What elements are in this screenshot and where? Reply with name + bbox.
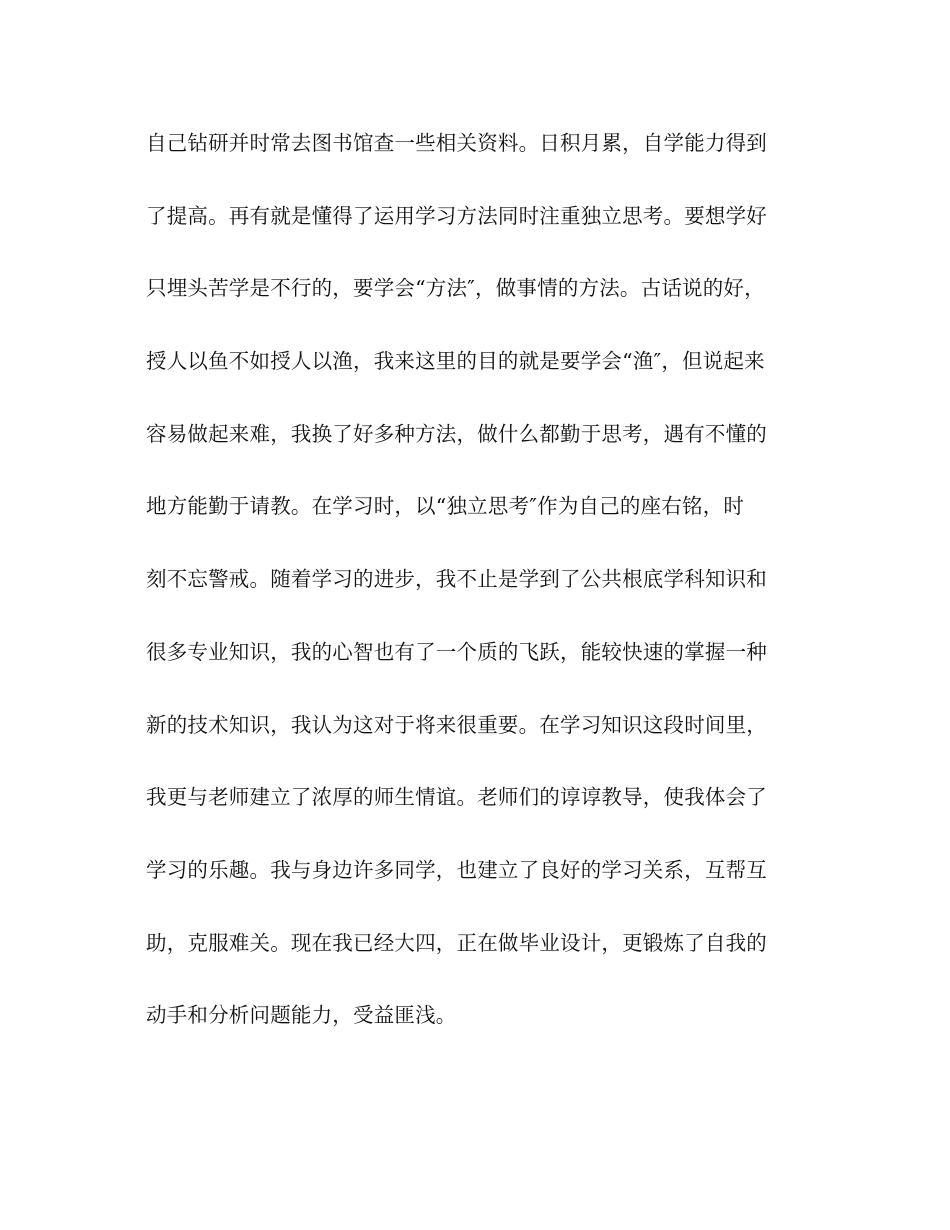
text-line-10: 我更与老师建立了浓厚的师生情谊。老师们的谆谆教导，使我体会了 [146,785,767,810]
text-line-1: 自己钻研并时常去图书馆查一些相关资料。日积月累，自学能力得到 [146,131,767,155]
body-paragraph [146,125,806,1070]
text-line-8: 很多专业知识，我的心智也有了一个质的飞跃，能较快速的掌握一种 [146,639,767,664]
text-line-4: 授人以鱼不如授人以渔，我来这里的目的就是要学会“渔″，但说起来 [146,349,765,374]
text-line-6: 地方能勤于请教。在学习时，以“独立思考″作为自己的座右铭，时 [146,494,745,519]
text-line-5: 容易做起来难，我换了好多种方法，做什么都勤于思考，遇有不懂的 [146,421,767,446]
text-line-13: 动手和分析问题能力，受益匪浅。 [146,1003,457,1028]
text-line-9: 新的技术知识，我认为这对于将来很重要。在学习知识这段时间里， [146,712,767,737]
text-line-3: 只埋头苦学是不行的，要学会“方法″，做事情的方法。古话说的好， [146,276,765,301]
text-line-7: 刻不忘警戒。随着学习的进步，我不止是学到了公共根底学科知识和 [146,567,767,592]
text-line-12: 助，克服难关。现在我已经大四，正在做毕业设计，更锻炼了自我的 [146,930,767,955]
text-line-2: 了提高。再有就是懂得了运用学习方法同时注重独立思考。要想学好 [146,203,767,228]
text-line-11: 学习的乐趣。我与身边许多同学，也建立了良好的学习关系，互帮互 [146,857,767,882]
